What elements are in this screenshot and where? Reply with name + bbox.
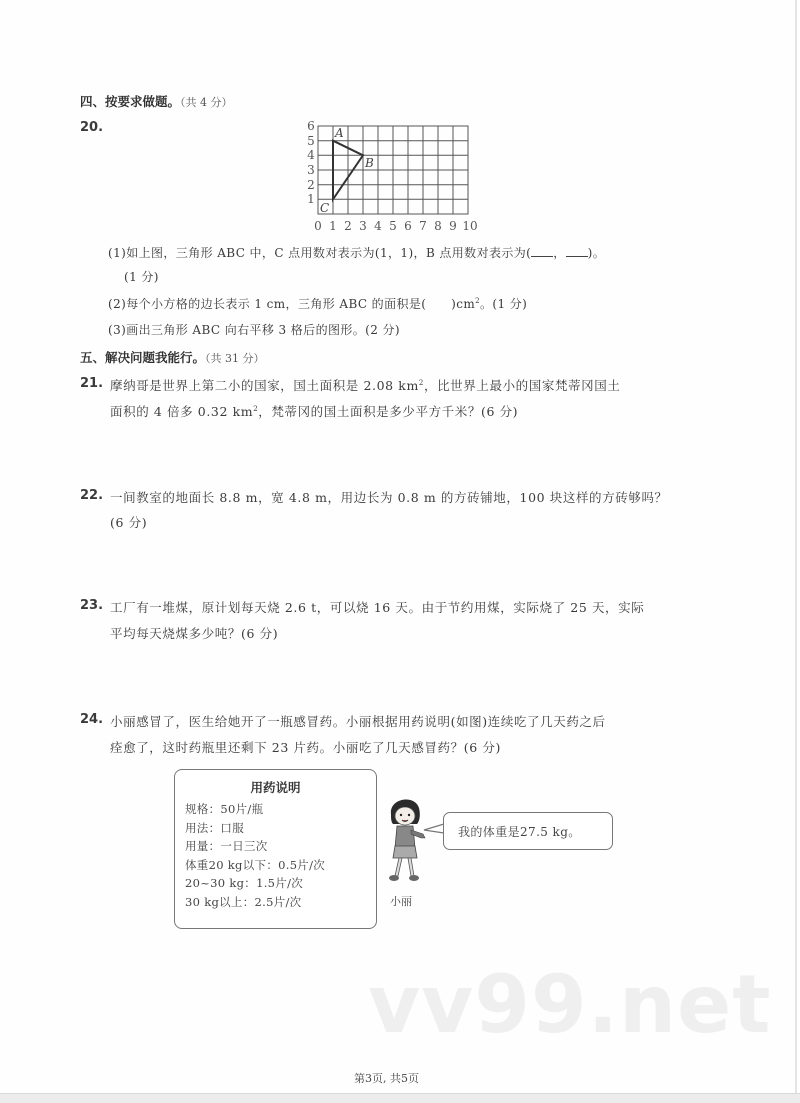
page-separator [0, 1093, 800, 1103]
instruction-line: 体重20 kg以下：0.5片/次 [185, 857, 326, 872]
page-number-footer: 第3页, 共5页 [354, 1072, 419, 1085]
svg-text:4: 4 [374, 219, 382, 233]
question-21-line-2: 面积的 4 倍多 0.32 $km^2$，梵蒂冈的国土面积是多少平方千米？(6 分) [110, 404, 519, 419]
girl-name-label: 小丽 [390, 895, 412, 908]
svg-text:6: 6 [307, 119, 315, 133]
answer-blank-b-x[interactable] [531, 247, 553, 257]
question-21-line-1: 摩纳哥是世界上第二小的国家，国土面积是 2.08 $km^2$，比世界上最小的国家梵蒂冈国土 [110, 378, 621, 393]
instruction-line: 用量：一日三次 [185, 839, 268, 853]
y-axis-ticks [307, 119, 315, 206]
svg-text:10: 10 [462, 219, 478, 233]
question-24-number: 24. [80, 712, 104, 727]
point-b-label: B [365, 156, 374, 170]
svg-text:5: 5 [307, 134, 315, 148]
section-5-score: （共 31 分） [205, 352, 265, 365]
svg-text:1: 1 [307, 192, 315, 206]
svg-text:3: 3 [359, 219, 367, 233]
answer-blank-b-y[interactable] [566, 247, 588, 257]
question-20-number: 20. [80, 120, 104, 135]
girl-figure-icon [383, 792, 433, 892]
section-5-title: 五、解决问题我能行。 [80, 350, 206, 365]
svg-text:7: 7 [419, 219, 427, 233]
question-20-part-3: (3)画出三角形 ABC 向右平移 3 格后的图形。(2 分) [108, 323, 400, 337]
medication-instructions-box [174, 769, 377, 929]
grid-figure [300, 112, 490, 234]
question-24-line-2: 痊愈了，这时药瓶里还剩下 23 片药。小丽吃了几天感冒药？(6 分) [110, 740, 501, 755]
instruction-line: 用法：口服 [185, 820, 244, 835]
question-24-line-1: 小丽感冒了，医生给她开了一瓶感冒药。小丽根据用药说明(如图)连续吃了几天药之后 [110, 714, 606, 729]
point-c-label: C [320, 201, 330, 215]
question-23-number: 23. [80, 598, 104, 613]
speech-bubble [443, 812, 613, 850]
section-5-heading [80, 348, 265, 366]
svg-text:8: 8 [434, 219, 442, 233]
question-21-number: 21. [80, 376, 104, 391]
svg-text:5: 5 [389, 219, 397, 233]
girl-illustration [383, 792, 433, 892]
point-a-label: A [335, 126, 344, 140]
instruction-line: 20~30 kg：1.5片/次 [185, 876, 304, 890]
svg-text:9: 9 [449, 219, 457, 233]
coordinate-grid [300, 112, 490, 234]
question-22-number: 22. [80, 488, 104, 503]
svg-text:4: 4 [307, 148, 315, 162]
question-20-part-2: (2)每个小方格的边长表示 1 cm，三角形 ABC 的面积是( )$cm^2$。(1 分) [108, 297, 528, 311]
instruction-line: 30 kg以上：2.5片/次 [185, 894, 302, 909]
svg-text:2: 2 [307, 178, 315, 192]
question-20-part-1-score: (1 分) [124, 270, 159, 284]
svg-text:6: 6 [404, 219, 412, 233]
svg-text:0: 0 [314, 219, 322, 233]
svg-text:3: 3 [307, 163, 315, 177]
question-23-line-2: 平均每天烧煤多少吨？(6 分) [110, 626, 279, 641]
svg-text:1: 1 [329, 219, 337, 233]
watermark: vv99.net [368, 958, 772, 1051]
section-4-score: （共 4 分） [180, 96, 233, 109]
speech-bubble-text: 我的体重是27.5 kg。 [458, 825, 581, 839]
instruction-line: 规格：50片/瓶 [185, 802, 264, 816]
svg-text:2: 2 [344, 219, 352, 233]
question-22-line-2: (6 分) [110, 515, 148, 530]
medication-instructions-title: 用药说明 [250, 780, 301, 795]
section-4-title: 四、按要求做题。 [80, 94, 181, 109]
question-22-line-1: 一间教室的地面长 8.8 m，宽 4.8 m，用边长为 0.8 m 的方砖铺地，100 块这样的方砖够吗？ [110, 490, 668, 505]
section-4-heading [80, 92, 233, 110]
question-23-line-1: 工厂有一堆煤，原计划每天烧 2.6 t，可以烧 16 天。由于节约用煤，实际烧了 25 天，实际 [110, 600, 645, 615]
x-axis-ticks [314, 219, 477, 233]
question-20-part-1: (1)如上图，三角形 ABC 中，C 点用数对表示为(1，1)，B 点用数对表示为( ， )。 [108, 246, 606, 260]
